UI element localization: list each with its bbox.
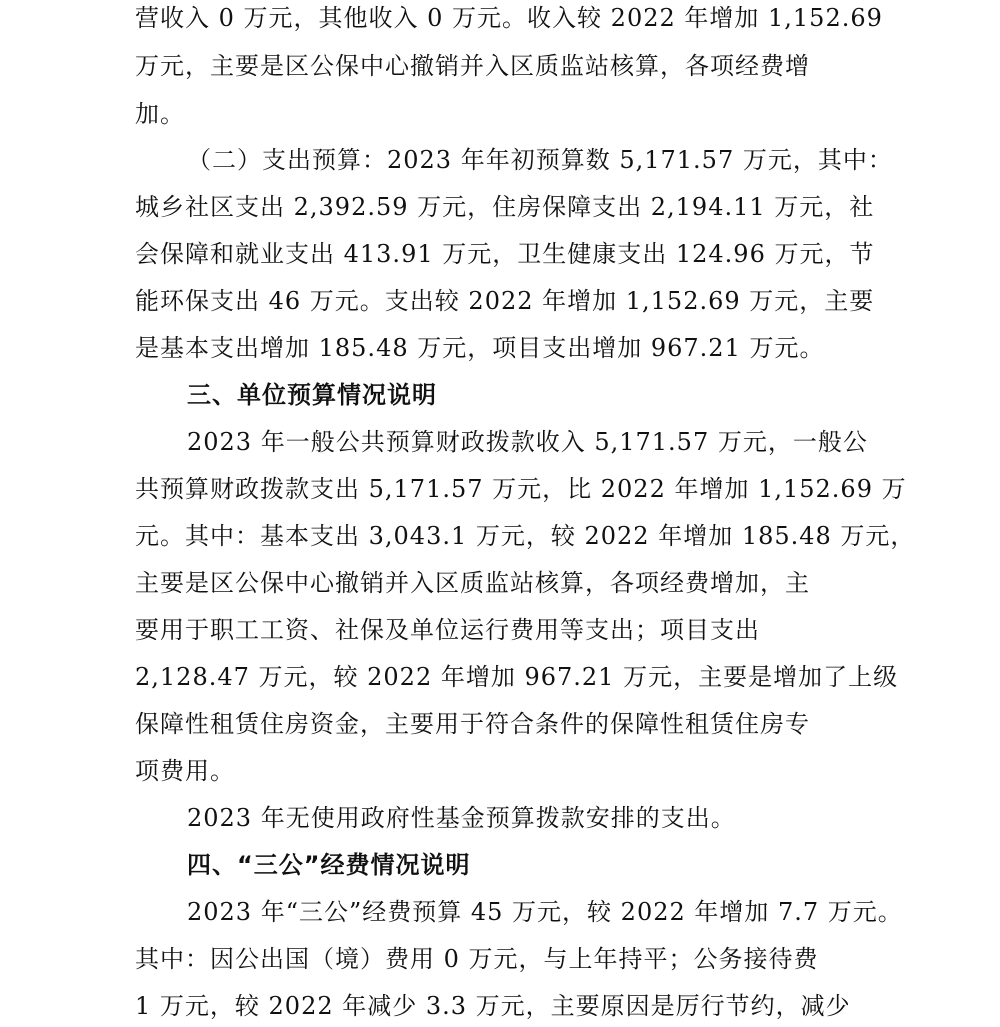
text-line: 保障性租赁住房资金，主要用于符合条件的保障性租赁住房专	[135, 710, 810, 738]
section-heading: 三、单位预算情况说明	[187, 381, 437, 409]
text-line: 万元，主要是区公保中心撤销并入区质监站核算，各项经费增	[135, 52, 810, 80]
section-heading: 四、“三公”经费情况说明	[187, 851, 471, 879]
text-line: 加。	[135, 100, 185, 128]
text-line: 2023 年“三公”经费预算 45 万元，较 2022 年增加 7.7 万元。	[187, 898, 903, 926]
text-line: 要用于职工工资、社保及单位运行费用等支出；项目支出	[135, 616, 760, 644]
text-line: 主要是区公保中心撤销并入区质监站核算，各项经费增加，主	[135, 569, 810, 597]
text-line: 2,128.47 万元，较 2022 年增加 967.21 万元，主要是增加了上级	[135, 663, 899, 691]
text-line: 会保障和就业支出 413.91 万元，卫生健康支出 124.96 万元，节	[135, 240, 875, 268]
text-line: 其中：因公出国（境）费用 0 万元，与上年持平；公务接待费	[135, 945, 819, 973]
text-line: 城乡社区支出 2,392.59 万元，住房保障支出 2,194.11 万元，社	[135, 193, 875, 221]
text-line: 营收入 0 万元，其他收入 0 万元。收入较 2022 年增加 1,152.69	[135, 4, 883, 32]
text-line: 2023 年无使用政府性基金预算拨款安排的支出。	[187, 804, 736, 832]
text-line: 项费用。	[135, 757, 235, 785]
text-line: （二）支出预算：2023 年年初预算数 5,171.57 万元，其中：	[187, 146, 893, 174]
text-line: 能环保支出 46 万元。支出较 2022 年增加 1,152.69 万元，主要	[135, 287, 875, 315]
text-line: 2023 年一般公共预算财政拨款收入 5,171.57 万元，一般公	[187, 428, 868, 456]
text-line: 是基本支出增加 185.48 万元，项目支出增加 967.21 万元。	[135, 334, 825, 362]
text-line: 1 万元，较 2022 年减少 3.3 万元，主要原因是厉行节约，减少	[135, 992, 851, 1020]
text-line: 共预算财政拨款支出 5,171.57 万元，比 2022 年增加 1,152.69 万	[135, 475, 907, 503]
text-line: 元。其中：基本支出 3,043.1 万元，较 2022 年增加 185.48 万元，	[135, 522, 916, 550]
